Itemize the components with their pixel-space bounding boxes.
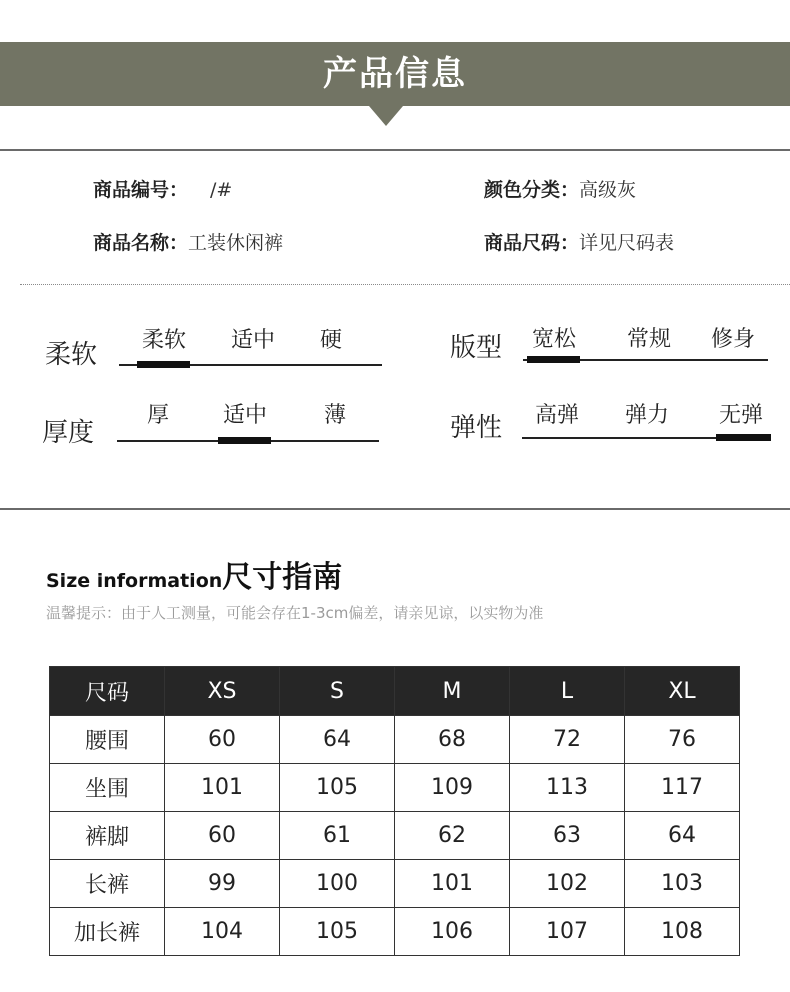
- fit-selected-marker: [527, 356, 580, 363]
- fit-label: 版型: [450, 333, 503, 363]
- table-cell: 117: [625, 764, 740, 812]
- table-cell: 68: [395, 716, 510, 764]
- elasticity-selected-marker: [716, 434, 771, 441]
- table-cell: 76: [625, 716, 740, 764]
- product-color-label: 颜色分类：: [484, 179, 580, 201]
- table-row: [50, 860, 740, 908]
- header-cell: 尺码: [50, 667, 165, 716]
- table-cell: 裤脚: [50, 812, 165, 860]
- table-cell: 64: [625, 812, 740, 860]
- table-cell: 坐围: [50, 764, 165, 812]
- product-size: [484, 231, 674, 255]
- table-cell: 60: [165, 812, 280, 860]
- header-cell: XS: [165, 667, 280, 716]
- table-row: [50, 716, 740, 764]
- divider-middle: [0, 508, 790, 510]
- thickness-option-3: 薄: [323, 403, 346, 428]
- fit-option-1: 宽松: [531, 327, 576, 352]
- table-cell: 101: [395, 860, 510, 908]
- table-cell: 109: [395, 764, 510, 812]
- product-color: [484, 178, 636, 202]
- elasticity-option-1: 高弹: [534, 403, 579, 428]
- table-cell: 72: [510, 716, 625, 764]
- size-guide-title: [46, 552, 342, 596]
- table-cell: 60: [165, 716, 280, 764]
- table-cell: 长裤: [50, 860, 165, 908]
- banner-title: 产品信息: [323, 54, 467, 94]
- banner-pointer: [369, 106, 403, 126]
- elasticity-option-3: 无弹: [718, 403, 763, 428]
- softness-label: 柔软: [45, 340, 98, 370]
- softness-option-2: 适中: [230, 328, 275, 353]
- table-cell: 63: [510, 812, 625, 860]
- product-code-value: /#: [210, 179, 233, 201]
- header-cell: M: [395, 667, 510, 716]
- size-guide-title-cn: 尺寸指南: [222, 560, 343, 595]
- product-size-value: 详见尺码表: [579, 232, 675, 254]
- size-guide-title-en: Size information: [46, 570, 223, 592]
- table-row: [50, 812, 740, 860]
- table-cell: 99: [165, 860, 280, 908]
- table-cell: 61: [280, 812, 395, 860]
- softness-option-3: 硬: [319, 328, 342, 353]
- thickness-option-1: 厚: [146, 403, 169, 428]
- product-name-label: 商品名称：: [93, 232, 189, 254]
- dotted-divider: [20, 284, 790, 285]
- softness-option-1: 柔软: [141, 328, 186, 353]
- table-cell: 加长裤: [50, 908, 165, 956]
- table-cell: 100: [280, 860, 395, 908]
- elasticity-label: 弹性: [450, 413, 503, 443]
- fit-option-2: 常规: [626, 327, 671, 352]
- table-cell: 62: [395, 812, 510, 860]
- thickness-option-2: 适中: [222, 403, 267, 428]
- size-table-header-row: [50, 667, 740, 716]
- divider-top: [0, 149, 790, 151]
- thickness-selected-marker: [218, 437, 271, 444]
- product-code-label: 商品编号：: [93, 179, 189, 201]
- table-cell: 113: [510, 764, 625, 812]
- size-table: [49, 666, 740, 956]
- table-cell: 64: [280, 716, 395, 764]
- measurement-note: 温馨提示：由于人工测量，可能会存在1-3cm偏差，请亲见谅，以实物为准: [46, 604, 544, 622]
- product-name: [93, 231, 283, 255]
- header-banner: [0, 42, 790, 106]
- elasticity-option-2: 弹力: [624, 403, 669, 428]
- table-cell: 107: [510, 908, 625, 956]
- header-cell: L: [510, 667, 625, 716]
- product-color-value: 高级灰: [579, 179, 637, 201]
- table-row: [50, 908, 740, 956]
- table-cell: 101: [165, 764, 280, 812]
- table-cell: 腰围: [50, 716, 165, 764]
- fit-option-3: 修身: [710, 327, 755, 352]
- product-code: [93, 178, 232, 202]
- thickness-label: 厚度: [42, 418, 95, 448]
- table-cell: 105: [280, 908, 395, 956]
- product-name-value: 工装休闲裤: [188, 232, 284, 254]
- table-cell: 105: [280, 764, 395, 812]
- table-cell: 106: [395, 908, 510, 956]
- header-cell: XL: [625, 667, 740, 716]
- product-size-label: 商品尺码：: [484, 232, 580, 254]
- table-cell: 104: [165, 908, 280, 956]
- table-cell: 108: [625, 908, 740, 956]
- table-cell: 103: [625, 860, 740, 908]
- softness-selected-marker: [137, 361, 190, 368]
- table-cell: 102: [510, 860, 625, 908]
- header-cell: S: [280, 667, 395, 716]
- table-row: [50, 764, 740, 812]
